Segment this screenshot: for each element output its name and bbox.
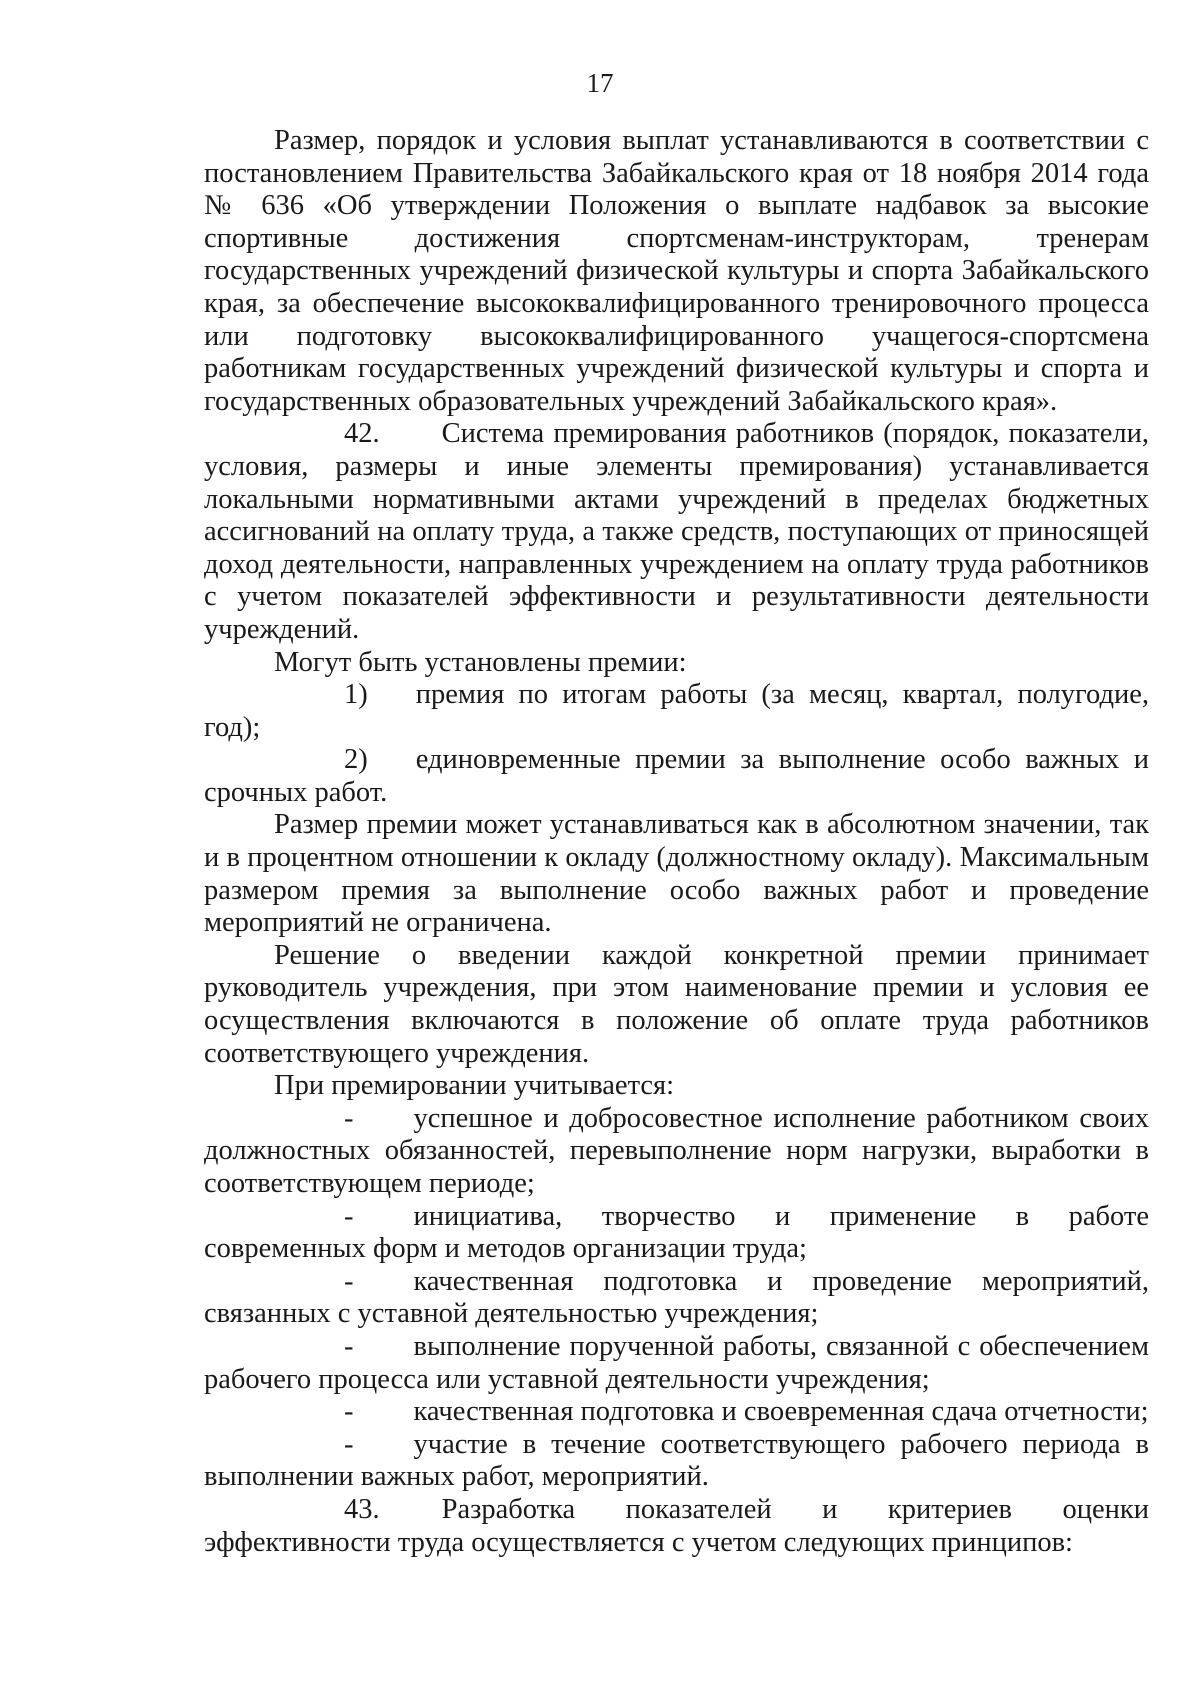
- dash-marker: -: [344, 1200, 354, 1232]
- paragraph-payment-terms: Размер, порядок и условия выплат устанавливаются в соответствии с постановлением Правительства Забайкальского края от 18 ноября 2014 года № 636 «Об утверждении Положения о выплате надбавок за высокие спортивные достижения спортсменам-инструкторам, тренерам государственных учреждений физической культуры и спорта Забайкальского края, за обеспечение высококвалифицированного тренировочного процесса или подготовку высококвалифицированного учащегося-спортсмена работникам государственных учреждений физической культуры и спорта и государственных образовательных учреждений Забайкальского края».: [204, 125, 1149, 417]
- list-item-text: единовременные премии за выполнение особо важных и срочных работ.: [204, 744, 1149, 808]
- criteria-item: [204, 1201, 1149, 1266]
- criteria-item: [204, 1429, 1149, 1494]
- document-body: [204, 125, 1149, 1559]
- clause-number: 42.: [344, 418, 380, 450]
- list-item-2: [204, 744, 1149, 809]
- list-number: 1): [344, 679, 368, 711]
- dash-marker: -: [344, 1428, 354, 1460]
- dash-marker: -: [344, 1265, 354, 1297]
- criteria-text: успешное и добросовестное исполнение работником своих должностных обязанностей, перевыполнение норм нагрузки, выработки в соответствующем периоде;: [204, 1102, 1149, 1199]
- paragraph-43: [204, 1494, 1149, 1559]
- clause-text: Разработка показателей и критериев оценки эффективности труда осуществляется с учетом следующих принципов:: [204, 1493, 1149, 1558]
- criteria-text: участие в течение соответствующего рабочего периода в выполнении важных работ, мероприятий.: [204, 1428, 1149, 1493]
- list-item-text: премия по итогам работы (за месяц, квартал, полугодие, год);: [204, 679, 1149, 743]
- dash-marker: -: [344, 1330, 354, 1362]
- paragraph-42: [204, 418, 1149, 646]
- criteria-item: [204, 1331, 1149, 1396]
- dash-marker: -: [344, 1102, 354, 1134]
- list-number: 2): [344, 744, 368, 776]
- criteria-item: [204, 1396, 1149, 1429]
- criteria-text: качественная подготовка и проведение мероприятий, связанных с уставной деятельностью учреждения;: [204, 1265, 1149, 1330]
- clause-number: 43.: [344, 1493, 380, 1525]
- criteria-item: [204, 1266, 1149, 1331]
- page-number: 17: [586, 68, 614, 98]
- criteria-item: [204, 1103, 1149, 1201]
- paragraph-bonus-size: Размер премии может устанавливаться как в абсолютном значении, так и в процентном отношении к окладу (должностному окладу). Максимальным размером премия за выполнение особо важных работ и проведение мероприятий не ограничена.: [204, 809, 1149, 939]
- paragraph-bonus-decision: Решение о введении каждой конкретной премии принимает руководитель учреждения, при этом наименование премии и условия ее осуществления включаются в положение об оплате труда работников соответствующего учреждения.: [204, 939, 1149, 1069]
- criteria-text: качественная подготовка и своевременная сдача отчетности;: [413, 1396, 1149, 1428]
- clause-text: Система премирования работников (порядок, показатели, условия, размеры и иные элементы премирования) устанавливается локальными нормативными актами учреждений в пределах бюджетных ассигнований на оплату труда, а также средств, поступающих от приносящей доход деятельности, направленных учреждением на оплату труда работников с учетом показателей эффективности и результативности деятельности учреждений.: [204, 418, 1149, 645]
- list-item-1: [204, 679, 1149, 744]
- criteria-text: выполнение порученной работы, связанной с обеспечением рабочего процесса или уставной деятельности учреждения;: [204, 1330, 1149, 1395]
- dash-marker: -: [344, 1396, 354, 1428]
- paragraph-criteria-intro: При премировании учитывается:: [274, 1070, 675, 1102]
- criteria-text: инициатива, творчество и применение в работе современных форм и методов организации труда;: [204, 1200, 1149, 1265]
- paragraph-bonus-types-intro: Могут быть установлены премии:: [274, 646, 687, 678]
